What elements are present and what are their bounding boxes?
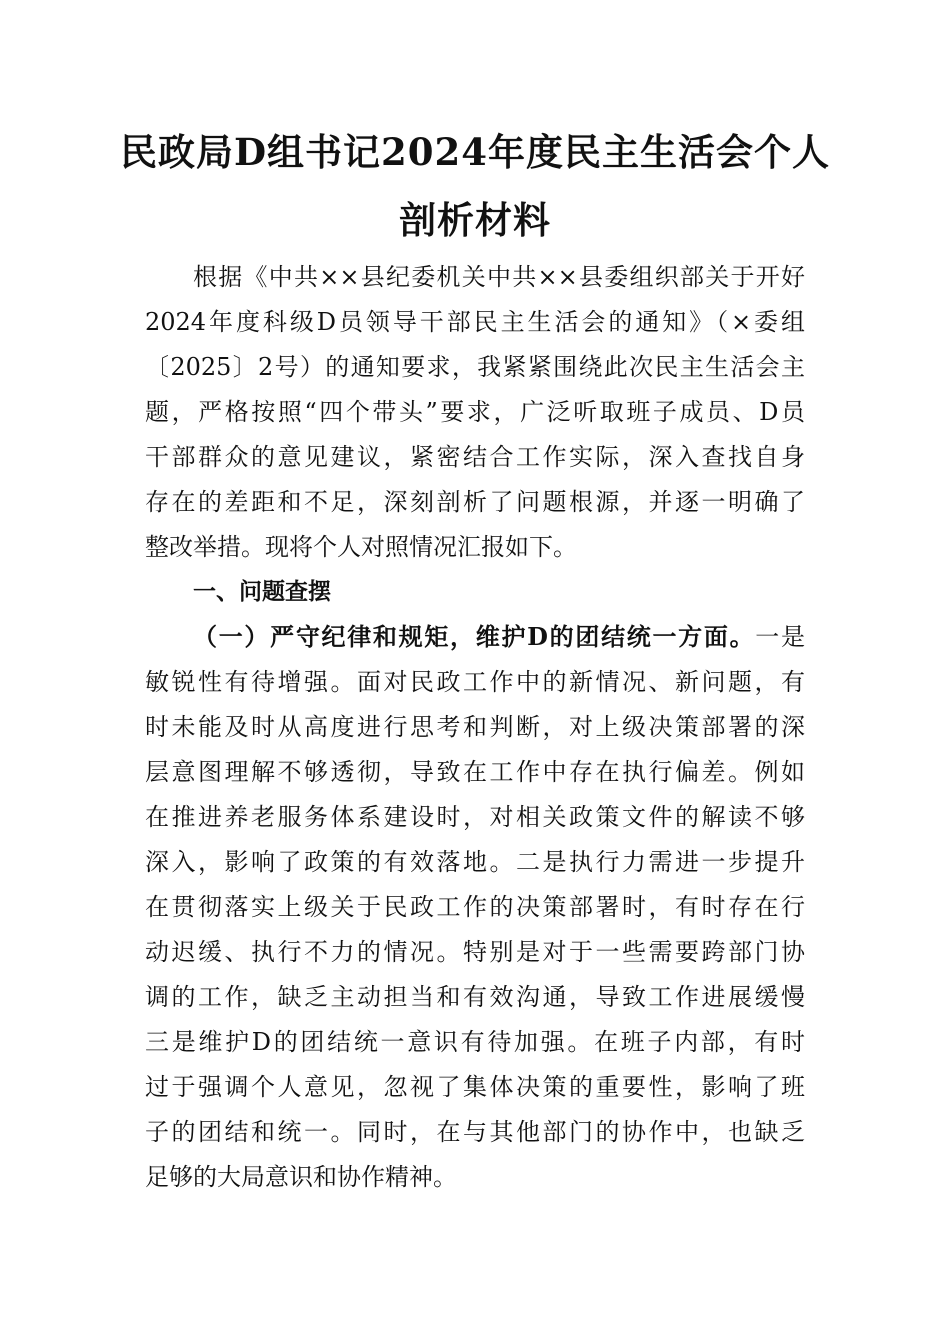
intro-paragraph-line: 〔2025〕2号）的通知要求，我紧紧围绕此次民主生活会主 [145, 353, 805, 381]
body-paragraph-line: 动迟缓、执行不力的情况。特别是对于一些需要跨部门协 [145, 938, 805, 966]
body-paragraph-line: 在贯彻落实上级关于民政工作的决策部署时，有时存在行 [145, 893, 805, 921]
body-paragraph-line: 层意图理解不够透彻，导致在工作中存在执行偏差。例如 [145, 758, 805, 786]
document-title-line-2: 剖析材料 [399, 198, 551, 242]
subsection-heading: （一）严守纪律和规矩，维护D的团结统一方面。 [193, 622, 756, 651]
intro-paragraph-line: 2024年度科级D员领导干部民主生活会的通知》（×委组 [145, 308, 805, 336]
body-paragraph-line: 过于强调个人意见，忽视了集体决策的重要性，影响了班 [145, 1073, 805, 1101]
intro-paragraph-line: 存在的差距和不足，深刻剖析了问题根源，并逐一明确了 [145, 488, 805, 516]
section-heading: 一、问题查摆 [193, 579, 331, 605]
subsection-heading-line [193, 622, 805, 652]
body-paragraph-line: 敏锐性有待增强。面对民政工作中的新情况、新问题，有 [145, 668, 805, 696]
subsection-first-tail: 一是 [755, 623, 806, 651]
body-paragraph-line: 时未能及时从高度进行思考和判断，对上级决策部署的深 [145, 713, 805, 741]
body-paragraph-line: 子的团结和统一。同时，在与其他部门的协作中，也缺乏 [145, 1118, 805, 1146]
body-paragraph-line: 在推进养老服务体系建设时，对相关政策文件的解读不够 [145, 803, 805, 831]
intro-paragraph-line: 根据《中共××县纪委机关中共××县委组织部关于开好 [193, 263, 805, 291]
body-paragraph-line: 调的工作，缺乏主动担当和有效沟通，导致工作进展缓慢 [145, 983, 805, 1011]
intro-paragraph-line: 题，严格按照“四个带头”要求，广泛听取班子成员、D员 [145, 398, 805, 426]
document-title-line-1: 民政局D组书记2024年度民主生活会个人 [119, 130, 831, 174]
body-paragraph-line: 三是维护D的团结统一意识有待加强。在班子内部，有时 [145, 1028, 805, 1056]
intro-paragraph-line: 干部群众的意见建议，紧密结合工作实际，深入查找自身 [145, 443, 805, 471]
body-paragraph-line: 足够的大局意识和协作精神。 [145, 1163, 457, 1191]
body-paragraph-line: 深入，影响了政策的有效落地。二是执行力需进一步提升 [145, 848, 805, 876]
intro-paragraph-line: 整改举措。现将个人对照情况汇报如下。 [145, 533, 577, 561]
